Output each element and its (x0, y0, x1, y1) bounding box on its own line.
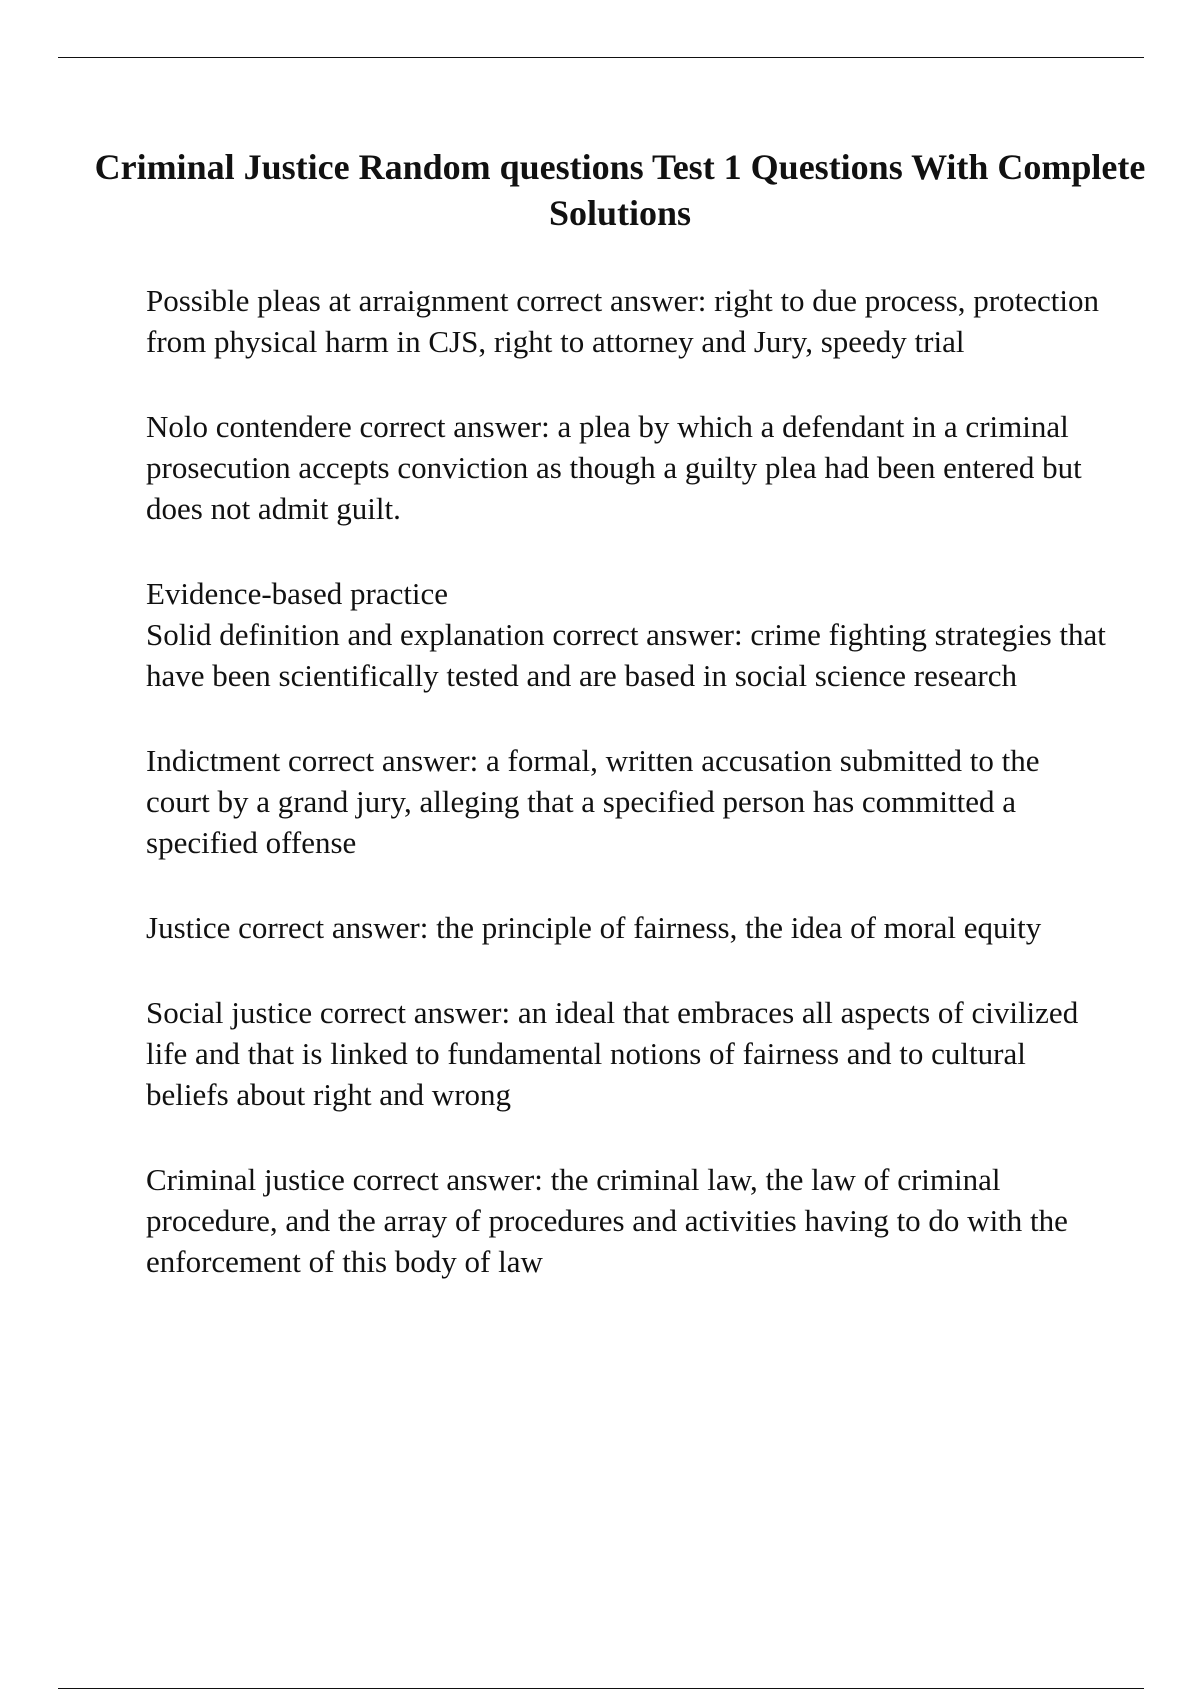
qa-connector: correct answer: (280, 743, 486, 778)
qa-item (146, 740, 1106, 863)
qa-answer: the principle of fairness, the idea of moral equity (436, 910, 1042, 945)
qa-term: Possible pleas at arraignment (146, 283, 509, 318)
top-divider (58, 57, 1144, 58)
qa-item (146, 406, 1106, 529)
document-title: Criminal Justice Random questions Test 1 Questions With Complete Solutions (94, 147, 1146, 233)
qa-answer: a formal, written accusation submitted to the court by a grand jury, alleging that a specified person has committed a specified offense (146, 743, 1040, 860)
qa-term: Nolo contendere (146, 409, 352, 444)
qa-item (146, 1159, 1106, 1282)
qa-term: Criminal justice (146, 1162, 345, 1197)
bottom-divider (58, 1688, 1144, 1689)
qa-term: Evidence-based practice Solid definition and explanation (146, 576, 545, 652)
qa-item (146, 280, 1106, 362)
qa-item (146, 573, 1106, 696)
qa-item (146, 992, 1106, 1115)
qa-connector: correct answer: (230, 910, 437, 945)
qa-connector: correct answer: (351, 409, 558, 444)
qa-term: Justice (146, 910, 231, 945)
qa-list (146, 280, 1106, 1326)
qa-term: Social justice (146, 995, 313, 1030)
qa-connector: correct answer: (544, 617, 751, 652)
qa-connector: correct answer: (344, 1162, 551, 1197)
qa-answer: right to due process, protection from physical harm in CJS, right to attorney and Jury, speedy trial (146, 283, 1099, 359)
qa-answer: the criminal law, the law of criminal procedure, and the array of procedures and activities having to do with the enforcement of this body of law (146, 1162, 1068, 1279)
qa-connector: correct answer: (508, 283, 715, 318)
qa-answer: an ideal that embraces all aspects of civilized life and that is linked to fundamental notions of fairness and to cultural beliefs about right and wrong (146, 995, 1079, 1112)
qa-connector: correct answer: (312, 995, 518, 1030)
qa-item (146, 907, 1106, 948)
qa-answer: crime fighting strategies that have been scientifically tested and are based in social science research (146, 617, 1106, 693)
qa-term: Indictment (146, 743, 281, 778)
qa-answer: a plea by which a defendant in a criminal prosecution accepts conviction as though a guilty plea had been entered but does not admit guilt. (146, 409, 1082, 526)
